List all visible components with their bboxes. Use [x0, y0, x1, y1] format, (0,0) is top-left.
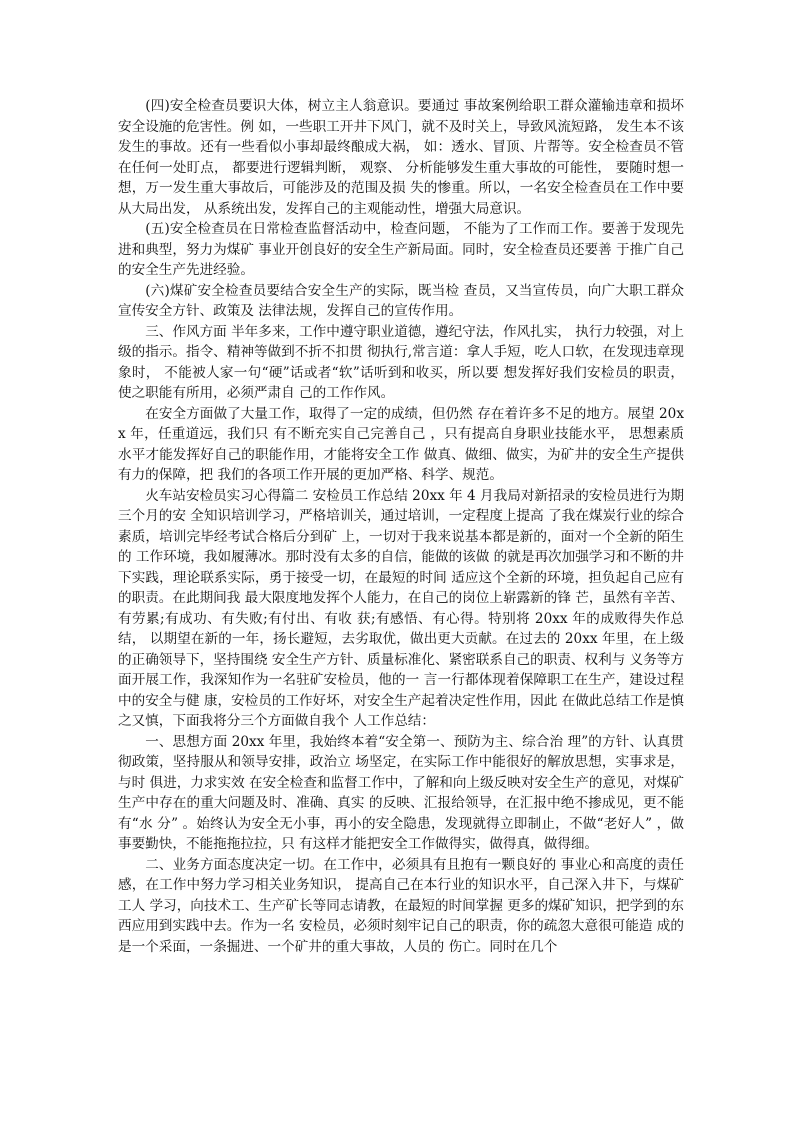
paragraph-inspector-as-propagandist: (六)煤矿安全检查员要结合安全生产的实际，既当检 查员，又当宣传员，向广大职工群众宣传安全方针、政策及 法律法规，发挥自己的宣传作用。 [118, 282, 684, 319]
paragraph-work-style: 三、作风方面 半年多来，工作中遵守职业道德，遵纪守法，作风扎实， 执行力较强，对上级的指示。指令、精神等做到不折不扣贯 彻执行,常言道：拿人手短，吃人口软，在发现违章现象时， 不能被人家一句“硬”话或者“软”话听到和收买，所以要 想发挥好我们安检员的职责，使之职能有所用，必须严肃自 己的工作作风。 [118, 323, 684, 401]
paragraph-internship-part-two: 火车站安检员实习心得篇二 安检员工作总结 20xx 年 4 月我局对新招录的安检员进行为期三个月的安 全知识培训学习，严格培训关，通过培训，一定程度上提高 了我在煤炭行业的综合素质，培训完毕经考试合格后分到矿 上，一切对于我来说基本都是新的，面对一个全新的陌生的 工作环境，我如履薄冰。那时没有太多的自信，能做的该做 的就是再次加强学习和不断的井 下实践，理论联系实际，勇于接受一切，在最短的时间 适应这个全新的环境，担负起自己应有的职责。在此期间我 最大限度地发挥个人能力，在自己的岗位上崭露新的锋 芒，虽然有辛苦、有劳累;有成功、有失败;有付出、有收 获;有感悟、有心得。特别将 20xx 年的成败得失作总结， 以期望在新的一年，扬长避短，去劣取优，做出更大贡献。在过去的 20xx 年里，在上级的正确领导下，坚持围绕 安全生产方针、质量标准化、紧密联系自己的职责、权利与 义务等方面开展工作，我深知作为一名驻矿安检员，他的一 言一行都体现着保障职工在生产，建设过程中的安全与健 康，安检员的工作好坏，对安全生产起着决定性作用，因此 在做此总结工作是慎之又慎，下面我将分三个方面做自我个 人工作总结： [118, 487, 684, 729]
paragraph-safety-inspector-overall-view: (四)安全检查员要识大体，树立主人翁意识。要通过 事故案例给职工群众灌输违章和损坏安全设施的危害性。例 如，一些职工开井下风门，就不及时关上，导致风流短路， 发生本不该发生的事故。还有一些看似小事却最终酿成大祸， 如：透水、冒顶、片帮等。安全检查员不管在任何一处盯点， 都要进行逻辑判断， 观察、 分析能够发生重大事故的可能性， 要随时想一想，万一发生重大事故后，可能涉及的范围及损 失的惨重。所以，一名安全检查员在工作中要从大局出发， 从系统出发，发挥自己的主观能动性，增强大局意识。 [118, 98, 684, 217]
paragraph-business: 二、业务方面态度决定一切。在工作中，必须具有且抱有一颗良好的 事业心和高度的责任感，在工作中努力学习相关业务知识， 提高自己在本行业的知识水平，自己深入井下，与煤矿工人 学习，向技术工、生产矿长等同志请教，在最短的时间掌握 更多的煤矿知识，把学到的东西应用到实践中去。作为一名 安检员，必须时刻牢记自己的职责，你的疏忽大意很可能造 成的是一个采面，一条掘进、一个矿井的重大事故，人员的 伤亡。同时在几个 [118, 856, 684, 955]
paragraph-daily-inspection: (五)安全检查员在日常检查监督活动中，检查问题， 不能为了工作而工作。要善于发现先进和典型，努力为煤矿 事业开创良好的安全生产新局面。同时，安全检查员还要善 于推广自己的安全生产先进经验。 [118, 221, 684, 278]
paragraph-ideology: 一、思想方面 20xx 年里，我始终本着“安全第一、预防为主、综合治 理”的方针、认真贯彻政策，坚持服从和领导安排，政治立 场坚定，在实际工作中能很好的解放思想，实事求是，与时 俱进，力求实效 在安全检查和监督工作中，了解和向上级反映对安全生产的意见，对煤矿生产中存在的重大问题及时、准确、真实 的反映、汇报给领导，在汇报中绝不掺成见，更不能有“水 分” 。始终认为安全无小事，再小的安全隐患，发现就得立即制止，不做“老好人” ，做事要勤快，不能拖拖拉拉，只 有这样才能把安全工作做得实，做得真，做得细。 [118, 733, 684, 852]
paragraph-outlook: 在安全方面做了大量工作，取得了一定的成绩，但仍然 存在着许多不足的地方。展望 20xx 年，任重道远，我们只 有不断充实自己完善自己 ，只有提高自身职业技能水平， 思想素质水平才能发挥好自己的职能作用，才能将安全工作 做真、做细、做实，为矿井的安全生产提供有力的保障，把 我们的各项工作开展的更加严格、科学、规范。 [118, 405, 684, 483]
document-page [118, 96, 684, 957]
